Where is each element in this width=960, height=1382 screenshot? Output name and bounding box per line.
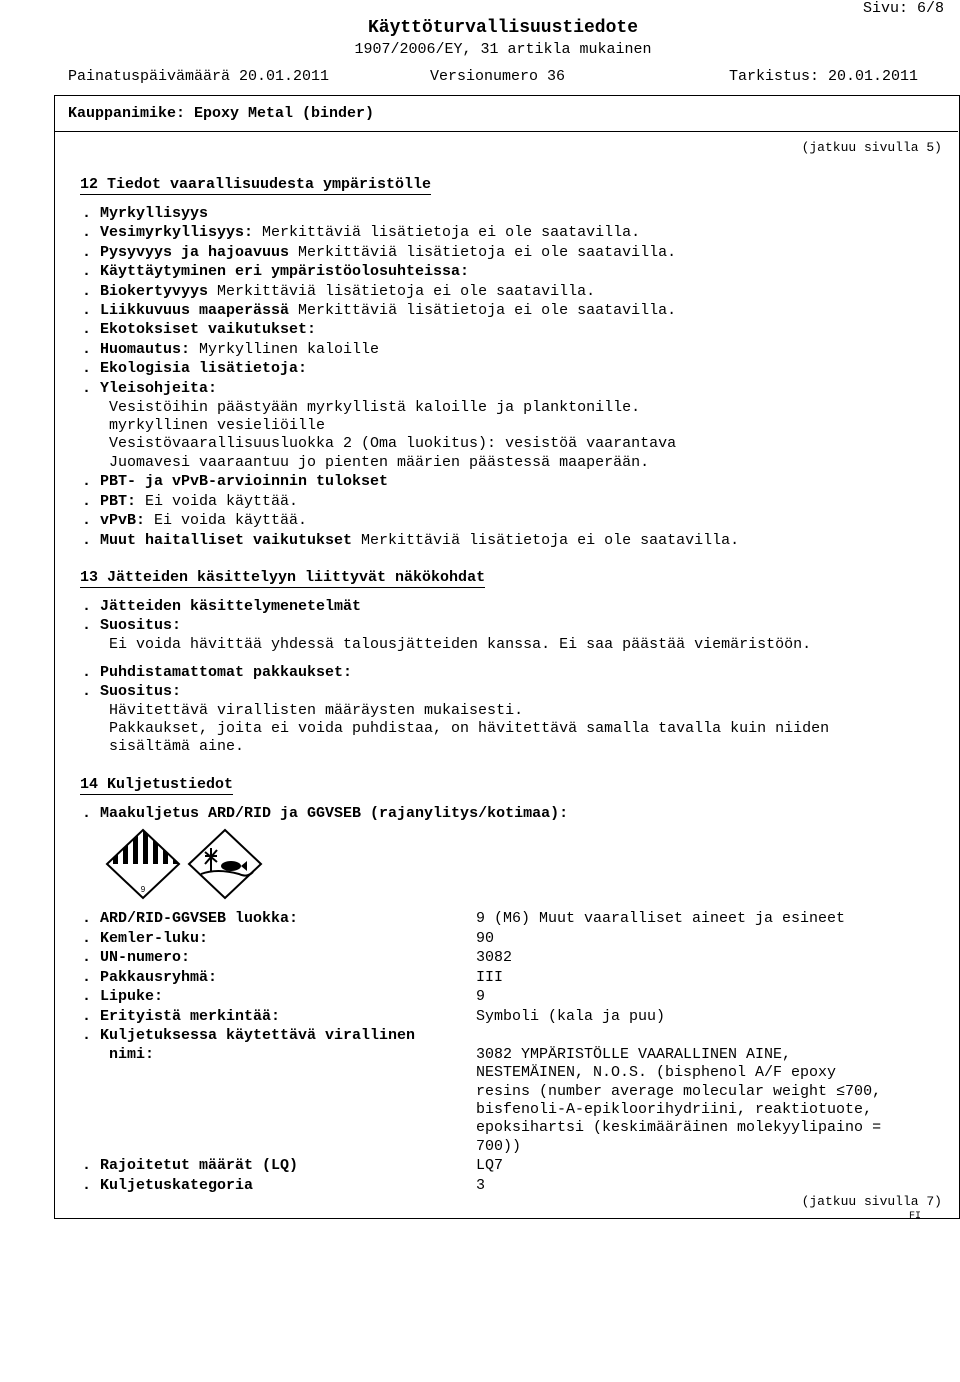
transport-value: 9 (M6) Muut vaaralliset aineet ja esineet xyxy=(476,910,846,927)
info-line xyxy=(82,283,595,300)
info-line xyxy=(82,360,307,377)
info-line xyxy=(82,321,316,338)
continued-from: (jatkuu sivulla 5) xyxy=(801,140,942,155)
info-label: . Yleisohjeita: xyxy=(82,379,218,397)
continued-to: (jatkuu sivulla 7) xyxy=(801,1194,942,1209)
official-name-line: resins (number average molecular weight ≤700, xyxy=(476,1082,882,1100)
official-name-label-2: nimi: xyxy=(109,1046,155,1063)
land-transport: . Maakuljetus ARD/RID ja GGVSEB (rajanylitys/kotimaa): xyxy=(82,805,569,822)
uncleaned-packaging: . Puhdistamattomat pakkaukset: xyxy=(82,664,353,681)
section-13-title: 13 Jätteiden käsittelyyn liittyvät näkökohdat xyxy=(80,569,486,586)
official-name-line: NESTEMÄINEN, N.O.S. (bisphenol A/F epoxy xyxy=(476,1064,837,1082)
transport-value: 9 xyxy=(476,988,486,1005)
info-label: . Biokertyvyys xyxy=(82,282,209,300)
print-date: Painatuspäivämäärä 20.01.2011 xyxy=(68,68,330,85)
general-note-line: Juomavesi vaaraantuu jo pienten määrien päästessä maaperään. xyxy=(109,454,650,471)
info-line xyxy=(82,380,217,397)
transport-category-label: . Kuljetuskategoria xyxy=(82,1177,254,1194)
info-line xyxy=(82,493,298,510)
transport-value: 90 xyxy=(476,929,495,947)
class-9-number: 9 xyxy=(140,885,146,894)
info-label: . Muut haitalliset vaikutukset xyxy=(82,531,353,549)
recommendation-label-1: . Suositus: xyxy=(82,617,182,634)
general-note-line: Vesistöihin päästyään myrkyllistä kaloille ja planktonille. xyxy=(109,399,641,416)
class-9-hazard-icon xyxy=(107,828,179,898)
recommendation-text-1: Ei voida hävittää yhdessä talousjätteiden kanssa. Ei saa päästää viemäristöön. xyxy=(109,636,812,653)
document-subtitle: 1907/2006/EY, 31 artikla mukainen xyxy=(354,41,652,58)
transport-pictograms xyxy=(105,828,270,900)
section-14-title: 14 Kuljetustiedot xyxy=(80,776,234,793)
info-label: . vPvB: xyxy=(82,512,146,529)
recommendation-label-2: . Suositus: xyxy=(82,683,182,700)
environment-hazard-icon xyxy=(189,830,261,898)
version-number: Versionumero 36 xyxy=(430,68,566,85)
info-label: . Liikkuvuus maaperässä xyxy=(82,302,290,319)
transport-value: Symboli (kala ja puu) xyxy=(476,1007,666,1025)
info-line xyxy=(82,341,379,358)
limited-quantities-value: LQ7 xyxy=(476,1157,504,1174)
header-divider xyxy=(54,131,958,132)
recommendation-line-3: sisältämä aine. xyxy=(109,738,245,755)
info-line xyxy=(82,512,307,529)
recommendation-line-2: Pakkaukset, joita ei voida puhdistaa, on hävitettävä samalla tavalla kuin niiden xyxy=(109,720,830,737)
trade-name: Kauppanimike: Epoxy Metal (binder) xyxy=(68,105,375,122)
info-text: Ei voida käyttää. xyxy=(136,492,299,510)
transport-value: III xyxy=(476,968,504,986)
official-name-line: epoksihartsi (keskimääräinen molekyylipaino = xyxy=(476,1119,882,1137)
transport-label: . Lipuke: xyxy=(82,988,164,1005)
official-name-line: 3082 YMPÄRISTÖLLE VAARALLINEN AINE, xyxy=(476,1046,792,1063)
info-label: . PBT: xyxy=(82,492,137,510)
info-text: Merkittäviä lisätietoja ei ole saatavilla. xyxy=(289,243,677,261)
info-line xyxy=(82,532,739,549)
info-label: . Ekologisia lisätietoja: xyxy=(82,360,308,378)
language-code: FI xyxy=(909,1211,922,1222)
info-label: . Käyttäytyminen eri ympäristöolosuhteissa: xyxy=(82,263,470,281)
info-line xyxy=(82,263,469,280)
transport-label: . UN-numero: xyxy=(82,949,191,966)
disposal-methods: . Jätteiden käsittelymenetelmät xyxy=(82,598,362,615)
info-text: Merkittäviä lisätietoja ei ole saatavilla. xyxy=(208,282,596,300)
info-line xyxy=(82,224,640,241)
official-name-line: bisfenoli-A-epikloorihydriini, reaktiotuote, xyxy=(476,1100,873,1118)
page-number: Sivu: 6/8 xyxy=(862,0,944,17)
revision-date: Tarkistus: 20.01.2011 xyxy=(729,68,919,85)
transport-category-value: 3 xyxy=(476,1177,486,1194)
info-line xyxy=(82,244,676,261)
document-title: Käyttöturvallisuustiedote xyxy=(367,18,639,38)
info-text: Ei voida käyttää. xyxy=(145,512,308,529)
transport-label: . ARD/RID-GGVSEB luokka: xyxy=(82,910,299,927)
info-line xyxy=(82,205,208,222)
recommendation-line-1: Hävitettävä virallisten määräysten mukaisesti. xyxy=(109,702,524,719)
info-text: Merkittäviä lisätietoja ei ole saatavilla. xyxy=(253,224,641,242)
info-label: . Pysyvyys ja hajoavuus xyxy=(82,243,290,261)
general-note-line: myrkyllinen vesieliöille xyxy=(109,417,326,434)
info-text: Merkittäviä lisätietoja ei ole saatavilla. xyxy=(352,531,740,549)
transport-label: . Pakkausryhmä: xyxy=(82,968,218,986)
info-label: . Huomautus: xyxy=(82,340,191,358)
section-12-title: 12 Tiedot vaarallisuudesta ympäristölle xyxy=(80,176,432,193)
info-label: . Ekotoksiset vaikutukset: xyxy=(82,321,317,339)
transport-label: . Kemler-luku: xyxy=(82,929,209,947)
transport-label: . Erityistä merkintää: xyxy=(82,1007,281,1025)
limited-quantities-label: . Rajoitetut määrät (LQ) xyxy=(82,1157,299,1174)
info-text: Myrkyllinen kaloille xyxy=(190,340,380,358)
info-label: . Vesimyrkyllisyys: xyxy=(82,224,254,242)
info-label: . PBT- ja vPvB-arvioinnin tulokset xyxy=(82,473,389,490)
transport-value: 3082 xyxy=(476,949,513,966)
info-line xyxy=(82,302,676,319)
info-label: . Myrkyllisyys xyxy=(82,205,209,222)
official-name-line: 700)) xyxy=(476,1137,522,1155)
info-text: Merkittäviä lisätietoja ei ole saatavilla. xyxy=(289,302,677,319)
general-note-line: Vesistövaarallisuusluokka 2 (Oma luokitus): vesistöä vaarantava xyxy=(109,435,677,452)
info-line xyxy=(82,473,388,490)
official-name-label-1: . Kuljetuksessa käytettävä virallinen xyxy=(82,1027,416,1044)
